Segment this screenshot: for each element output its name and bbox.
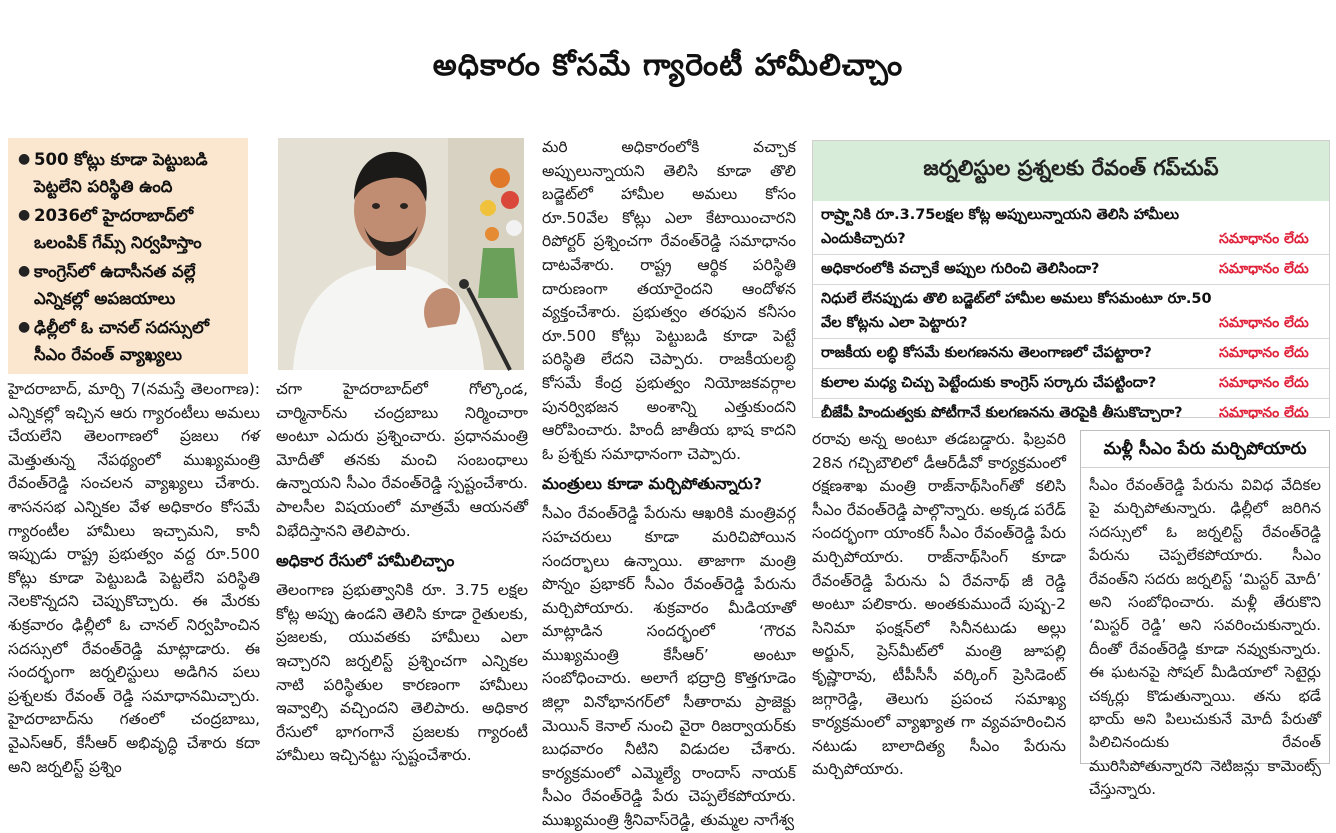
qa-question: కులాల మధ్య చిచ్చు పెట్టేందుకు కాంగ్రెస్ సర్కారు చేపట్టిందా? xyxy=(821,375,1157,391)
article-paragraph: చగా హైదరాబాద్‌లో గోల్కొండ, చార్మినార్‌ను చంద్రబాబు నిర్మించారా అంటూ ఎదురు ప్రశ్నించారు. ప్రధానమంత్రి మోదీతో తనకు మంచి సంబంధాలు ఉన్నాయని సీఎం రేవంత్‌రెడ్డి స్పష్టంచేశారు. పాలసీల విషయంలో మాత్రమే ఆయనతో విభేదిస్తానని తెలిపారు. xyxy=(276,380,528,540)
article-column-2 xyxy=(276,378,528,766)
sidebar-story-title: మళ్లీ సీఎం పేరు మర్చిపోయారు xyxy=(1081,431,1329,468)
highlight-item xyxy=(18,314,238,368)
highlight-item xyxy=(18,258,238,312)
article-paragraph: మరి అధికారంలోకి వచ్చాక అప్పులున్నాయని తెలిసి కూడా తొలి బడ్జెట్‌లో హామీల అమలు కోసం రూ.50వేల కోట్లు ఎలా కేటాయించారని రిపోర్టర్ ప్రశ్నించగా రేవంత్‌రెడ్డి సమాధానం దాటవేశారు. రాష్ట్ర ఆర్థిక పరిస్థితి దారుణంగా తయారైందని ఆందోళన వ్యక్తంచేశారు. ప్రభుత్వం తరఫున కనీసం రూ.500 కోట్లు పెట్టుబడి కూడా పెట్టే పరిస్థితి లేదని చెప్పారు. రాజకీయలబ్ధి కోసమే కేంద్ర ప్రభుత్వం నియోజకవర్గాల పునర్విభజన అంశాన్ని ఎత్తుకుందని ఆరోపించారు. హిందీ జాతీయ భాష కాదని ఓ ప్రశ్నకు సమాధానంగా చెప్పారు. xyxy=(542,138,796,463)
bullet-icon: ● xyxy=(18,263,31,279)
qa-row xyxy=(813,339,1329,369)
sidebar-story-box xyxy=(1080,430,1330,799)
qa-answer: సమాధానం లేదు xyxy=(1219,315,1309,331)
bullet-icon: ● xyxy=(18,319,31,335)
speaker-portrait-illustration xyxy=(278,138,524,370)
highlight-item xyxy=(18,146,238,200)
highlight-text: ఢిల్లీలో ఓ చానల్ సదస్సులో సీఎం రేవంత్ వ్యాఖ్యలు xyxy=(34,318,210,364)
highlight-text: 500 కోట్లు కూడా పెట్టుబడి పెట్టలేని పరిస్థితి ఉంది xyxy=(34,150,208,196)
highlight-text: కాంగ్రెస్‌లో ఉదాసీనత వల్లే ఎన్నికల్లో అపజయాలు xyxy=(34,262,196,308)
qa-question: రాష్ర్టానికి రూ.3.75లక్షల కోట్ల అప్పులున్నాయని తెలిసి హామీలు ఎందుకిచ్చారు? xyxy=(821,207,1180,247)
article-subhead: మంత్రులు కూడా మర్చిపోతున్నారు? xyxy=(542,474,763,494)
qa-answer: సమాధానం లేదు xyxy=(1219,231,1309,247)
article-paragraph: రరావు అన్న అంటూ తడబడ్డారు. ఫిబ్రవరి 28న గచ్చిబౌలిలో డీఆర్‌డీవో కార్యక్రమంలో రక్షణశాఖ మంత్రి రాజ్‌నాథ్‌సింగ్‌తో కలిసి సీఎం రేవంత్‌రెడ్డి పాల్గొన్నారు. అక్కడ పరేడ్ సందర్భంగా యాంకర్ సీఎం రేవంత్‌రెడ్డి పేరు మర్చిపోయారు. రాజ్‌నాథ్‌సింగ్ కూడా రేవంత్‌రెడ్డి పేరును ఏ రేవనాథ్ జీ రెడ్డి అంటూ పలికారు. అంతకుముందే పుష్ప-2 సినిమా ఫంక్షన్‌లో సినీనటుడు అల్లు అర్జున్, ప్రెస్‌మీట్‌లో మంత్రి జూపల్లి కృష్ణారావు, టీపీసీసీ వర్కింగ్ ప్రెసిడెంట్ జగ్గారెడ్డి, తెలుగు ప్రపంచ సమాఖ్య కార్యక్రమంలో వ్యాఖ్యాత గా వ్యవహరించిన నటుడు బాలాదిత్య సీఎం పేరును మర్చిపోయారు. xyxy=(812,430,1066,779)
qa-question: అధికారంలోకి వచ్చాకే అప్పుల గురించి తెలిసిందా? xyxy=(821,261,1100,277)
article-column-3 xyxy=(542,136,796,830)
highlight-text: 2036లో హైదరాబాద్‌లో ఒలంపిక్ గేమ్స్ నిర్వహిస్తాం xyxy=(34,206,202,252)
qa-row xyxy=(813,201,1329,255)
qa-row xyxy=(813,255,1329,285)
qa-question: నిధులే లేనప్పుడు తొలి బడ్జెట్‌లో హామీల అమలు కోసమంటూ రూ.50 వేల కోట్లను ఎలా పెట్టారు? xyxy=(821,291,1212,331)
qa-answer: సమాధానం లేదు xyxy=(1219,405,1309,421)
qa-question: బీజేపీ హిందుత్వకు పోటీగానే కులగణనను తెరపైకి తీసుకొచ్చారా? xyxy=(821,405,1183,421)
article-paragraph: హైదరాబాద్, మార్చి 7(నమస్తే తెలంగాణ): ఎన్నికల్లో ఇచ్చిన ఆరు గ్యారంటీలు అమలు చేయలేని తెలంగాణలో ప్రజలు గళ మెత్తుతున్న నేపథ్యంలో ముఖ్యమంత్రి రేవంత్‌రెడ్డి సంచలన వ్యాఖ్యలు చేశారు. శాసనసభ ఎన్నికల వేళ అధికారం కోసమే గ్యారంటీల హామీలు ఇచ్చామని, కానీ ఇప్పుడు రాష్ట్ర ప్రభుత్వం వద్ద రూ.500 కోట్లు కూడా పెట్టుబడి పెట్టలేని పరిస్థితి నెలకొన్నదని చెప్పుకొచ్చారు. ఈ మేరకు శుక్రవారం ఢిల్లీలో ఓ చానల్ నిర్వహించిన సదస్సులో రేవంత్‌రెడ్డి మాట్లాడారు. ఈ సందర్భంగా జర్నలిస్టులు అడిగిన పలు ప్రశ్నలకు రేవంత్‌ రెడ్డి సమాధానమిచ్చారు. హైదరాబాద్‌ను గతంలో చంద్రబాబు, వైఎస్‌ఆర్, కేసీఆర్‌ అభివృద్ధి చేశారు కదా అని జర్నలిస్ట్ ప్రశ్నిం xyxy=(8,380,260,776)
qa-answer: సమాధానం లేదు xyxy=(1219,375,1309,391)
article-subhead: అధికార రేసులో హామీలిచ్చాం xyxy=(276,551,455,571)
qa-question: రాజకీయ లబ్ధి కోసమే కులగణనను తెలంగాణలో చేపట్టారా? xyxy=(821,345,1152,361)
qa-box-title: జర్నలిస్టుల ప్రశ్నలకు రేవంత్ గప్‌చుప్ xyxy=(813,141,1329,201)
bullet-icon: ● xyxy=(18,207,31,223)
highlight-item xyxy=(18,202,238,256)
sidebar-story-body: సీఎం రేవంత్‌రెడ్డి పేరును వివిధ వేదికల పై మర్చిపోతున్నారు. ఢిల్లీలో జరిగిన సదస్సులో ఓ జర్నలిస్ట్ రేవంత్‌రెడ్డి పేరును చెప్పలేకపోయారు. సీఎం రేవంత్‌ని సదరు జర్నలిస్ట్ ‘మిస్టర్ మోదీ’ అని సంబోధించారు. మళ్లీ తేరుకొని ‘మిస్టర్ రెడ్డి’ అని సవరించుకున్నారు. దీంతో రేవంత్‌రెడ్డి కూడా నవ్వుకున్నారు. ఈ ఘటనపై సోషల్ మీడియాలో సెటైర్లు చక్కర్లు కొడుతున్నాయి. తను భడే భాయ్ అని పిలుచుకునే మోదీ పేరుతో పిలిచినందుకు రేవంత్ మురిసిపోతున్నారని నెటిజన్లు కామెంట్స్ చేస్తున్నారు. xyxy=(1089,476,1321,799)
qa-row xyxy=(813,369,1329,399)
qa-answer: సమాధానం లేదు xyxy=(1219,261,1309,277)
qa-row xyxy=(813,399,1329,428)
speaker-photo xyxy=(278,138,524,370)
article-column-4 xyxy=(812,428,1066,779)
article-paragraph: తెలంగాణ ప్రభుత్వానికి రూ. 3.75 లక్షల కోట్ల అప్పు ఉండని తెలిసి కూడా రైతులకు, ప్రజలకు, యువతకు హామీలు ఎలా ఇచ్చారని జర్నలిస్ట్ ప్రశ్నించగా ఎన్నికల నాటి పరిస్థితుల కారణంగా హామీలు ఇవ్వాల్సి వచ్చిందని తెలిపారు. అధికార రేసులో భాగంగానే ప్రజలకు గ్యారంటీ హామీలు ఇచ్చినట్టు స్పష్టంచేశారు. xyxy=(276,581,528,765)
article-column-1 xyxy=(8,378,260,776)
qa-row xyxy=(813,285,1329,339)
qa-box xyxy=(812,140,1330,421)
headline: అధికారం కోసమే గ్యారెంటీ హామీలిచ్చాం xyxy=(432,48,904,83)
highlights-box xyxy=(8,138,248,374)
article-paragraph: సీఎం రేవంత్‌రెడ్డి పేరును ఆఖరికి మంత్రివర్గ సహచరులు కూడా మరిచిపోయిన సందర్భాలు ఉన్నాయి. తాజాగా మంత్రి పొన్నం ప్రభాకర్ సీఎం రేవంత్‌రెడ్డి పేరును మర్చిపోయారు. శుక్రవారం మీడియాతో మాట్లాడిన సందర్భంలో ‘గౌరవ ముఖ్యమంత్రి కేసీఆర్’ అంటూ సంబోధించారు. అలాగే భద్రాద్రి కొత్తగూడెం జిల్లా వినోభానగర్‌లో సీతారామ ప్రాజెక్టు మెయిన్ కెనాల్ నుంచి వైరా రిజర్వాయర్‌కు బుధవారం నీటిని విడుదల చేశారు. కార్యక్రమంలో ఎమ్మెల్యే రాందాస్ నాయక్ సీఎం రేవంత్‌రెడ్డి పేరు చెప్పలేకపోయారు. ముఖ్యమంత్రి శ్రీనివాస్‌రెడ్డి, తుమ్మల నాగేశ్వ xyxy=(542,504,796,830)
bullet-icon: ● xyxy=(18,151,31,167)
qa-answer: సమాధానం లేదు xyxy=(1219,345,1309,361)
